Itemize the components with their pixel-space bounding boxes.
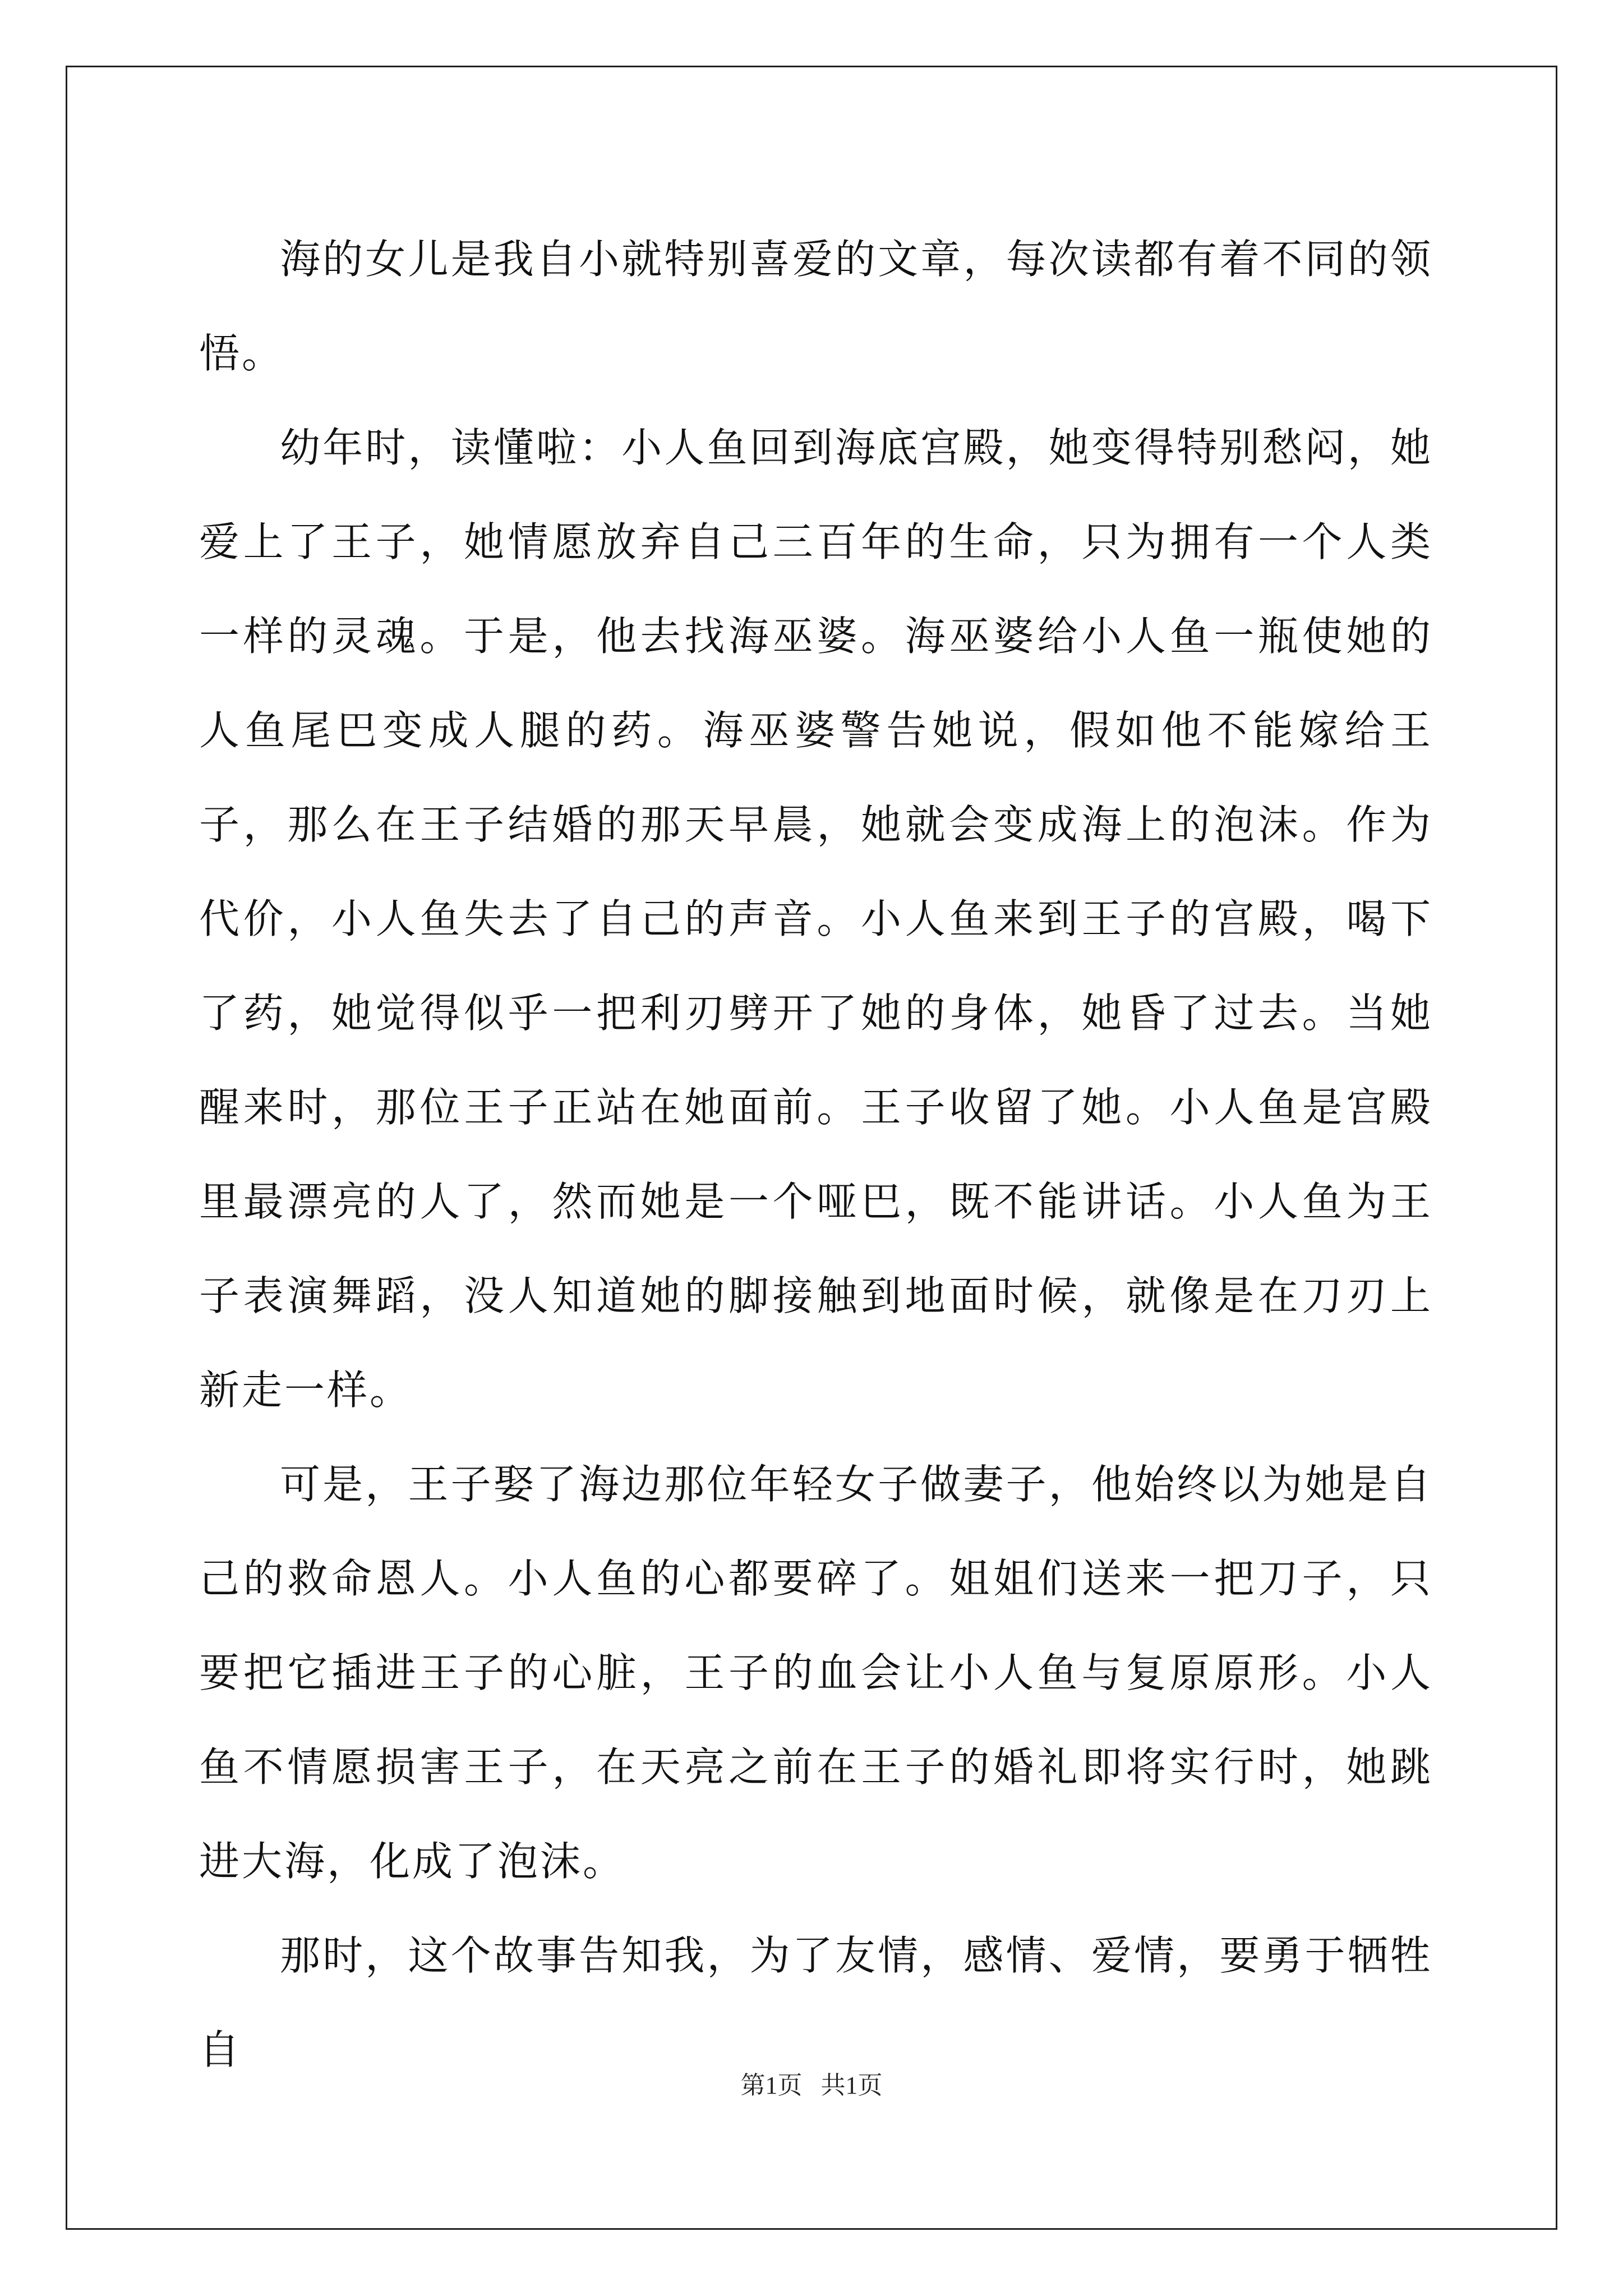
page-number-footer: 第1页 共1页 (740, 2072, 883, 2099)
paragraph: 可是，王子娶了海边那位年轻女子做妻子，他始终以为她是自己的救命恩人。小人鱼的心都要碎了。姐姐们送来一把刀子，只要把它插进王子的心脏，王子的血会让小人鱼与复原原形。小人鱼不情愿损害王子，在天亮之前在王子的婚礼即将实行时，她跳进大海，化成了泡沫。 (199, 1461, 1433, 1885)
paragraph: 幼年时，读懂啦：小人鱼回到海底宫殿，她变得特别愁闷，她爱上了王子，她情愿放弃自己三百年的生命，只为拥有一个人类一样的灵魂。于是，他去找海巫婆。海巫婆给小人鱼一瓶使她的人鱼尾巴变成人腿的药。海巫婆警告她说，假如他不能嫁给王子，那么在王子结婚的那天早晨，她就会变成海上的泡沫。作为代价，小人鱼失去了自己的声音。小人鱼来到王子的宫殿，喝下了药，她觉得似乎一把利刃劈开了她的身体，她昏了过去。当她醒来时，那位王子正站在她面前。王子收留了她。小人鱼是宫殿里最漂亮的人了，然而她是一个哑巴，既不能讲话。小人鱼为王子表演舞蹈，没人知道她的脚接触到地面时候，就像是在刀刃上新走一样。 (199, 424, 1433, 1414)
paragraph: 海的女儿是我自小就特别喜爱的文章，每次读都有着不同的领悟。 (199, 236, 1433, 377)
document-body (199, 212, 1433, 2097)
paragraph: 那时，这个故事告知我，为了友情，感情、爱情，要勇于牺牲自 (199, 1932, 1433, 2073)
